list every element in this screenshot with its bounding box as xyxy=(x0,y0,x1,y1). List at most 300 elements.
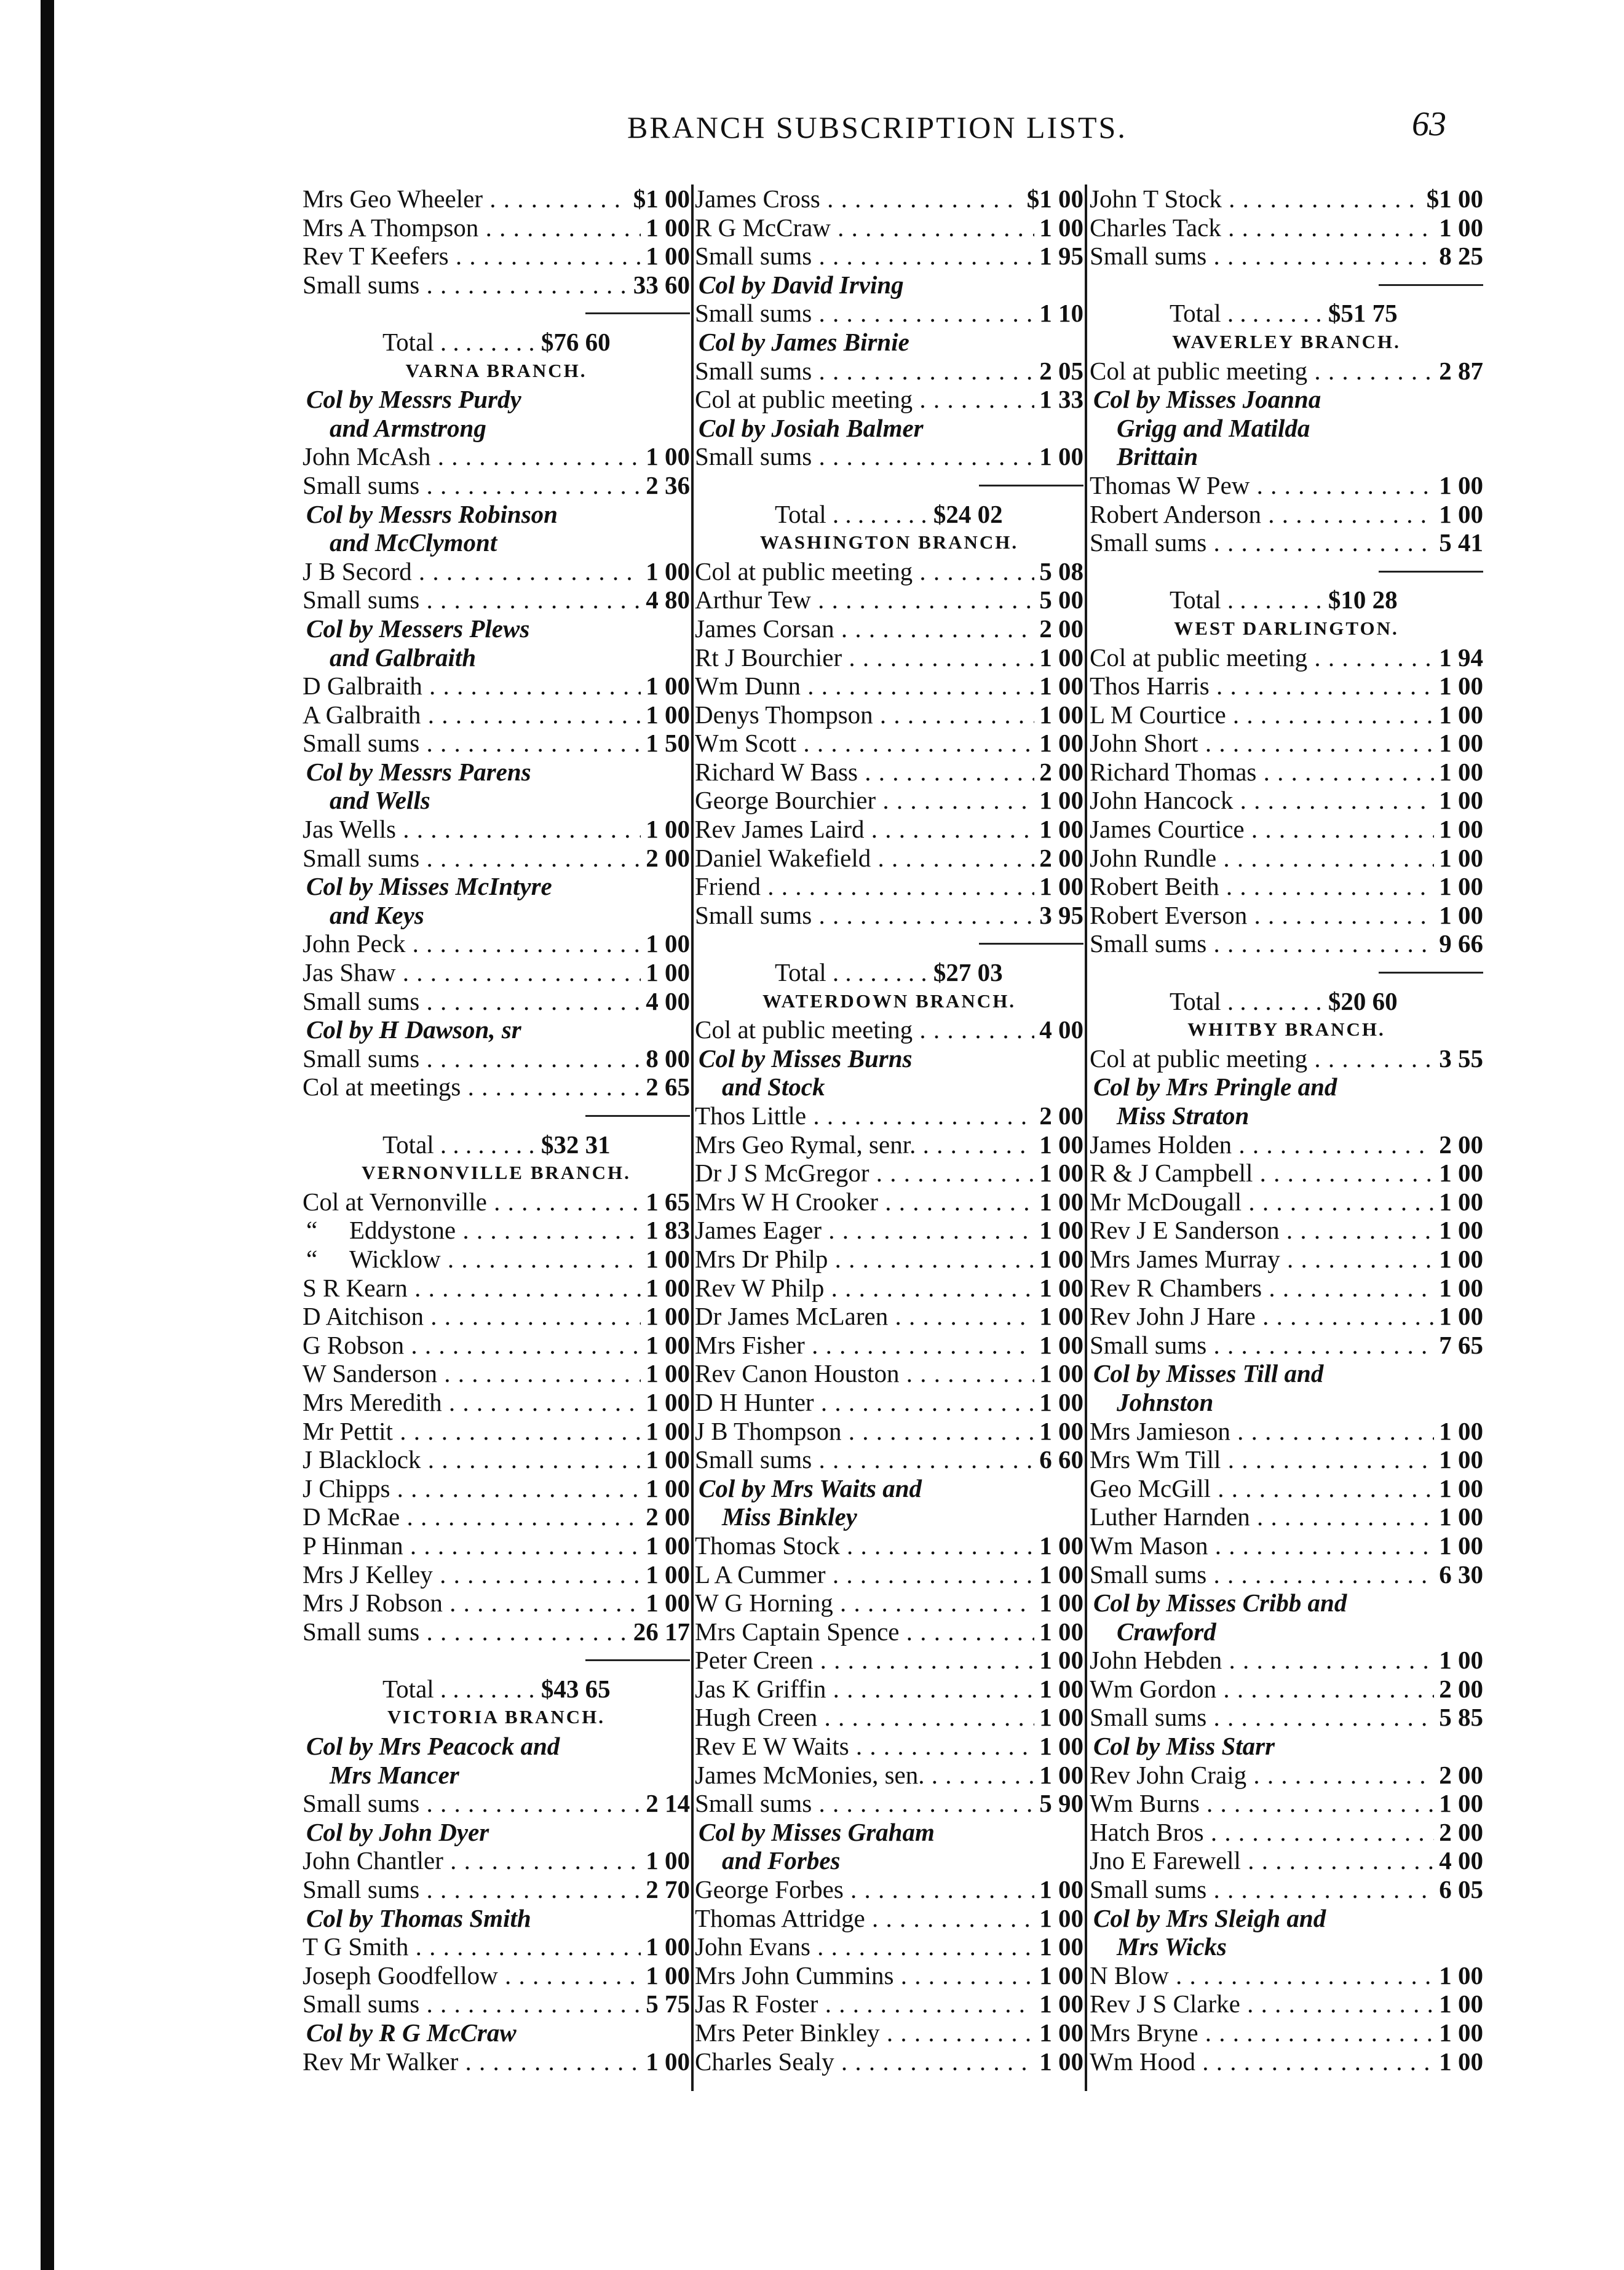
collector-note: Col by Messers Plews xyxy=(306,614,530,643)
collector-note: Miss Straton xyxy=(1117,1101,1250,1130)
subscriber-name: Wm Hood . . . xyxy=(1090,2047,1483,2076)
subscription-amount: 1 94 xyxy=(1434,643,1483,672)
subscriber-name: Col at Vernonville . . . xyxy=(303,1188,690,1216)
subscription-amount: 1 00 xyxy=(1434,500,1483,529)
total-amount: $32 31 xyxy=(541,1130,611,1159)
subscription-amount: 1 00 xyxy=(1034,1675,1083,1704)
subscription-entry xyxy=(303,1359,690,1388)
collector-note: Col by Thomas Smith xyxy=(306,1903,531,1932)
subscriber-name: P Hinman . . . xyxy=(303,1531,690,1560)
subscription-amount: 2 00 xyxy=(1034,758,1083,787)
collector-note: Col by Messrs Robinson xyxy=(306,499,558,528)
subscriber-name: Rev John Craig . . . xyxy=(1090,1761,1483,1790)
subscription-entry xyxy=(695,1761,1083,1790)
branch-total: Total . . . . . . . . $76 60 xyxy=(382,327,611,356)
subscriber-name: Col at public meeting . . . xyxy=(1090,357,1483,386)
subscriber-name: Small sums . . . xyxy=(303,729,690,758)
collector-note: Mrs Wicks xyxy=(1117,1932,1227,1961)
subscription-amount: 1 00 xyxy=(641,1331,690,1360)
subscription-entry xyxy=(695,185,1083,213)
collector-note: and Forbes xyxy=(722,1846,841,1875)
subscription-amount: 1 00 xyxy=(641,2047,690,2076)
column-divider xyxy=(691,185,694,2091)
subscription-amount: 1 00 xyxy=(1034,1531,1083,1560)
total-rule xyxy=(1090,958,1483,987)
subscription-entry xyxy=(695,585,1083,614)
subscription-amount: 1 00 xyxy=(1434,1216,1483,1245)
subscriber-name: Col at public meeting . . . xyxy=(1090,1044,1483,1073)
running-head: BRANCH SUBSCRIPTION LISTS. xyxy=(627,110,1127,145)
subscription-entry xyxy=(695,1188,1083,1216)
subscription-entry xyxy=(1090,901,1483,930)
subscriber-name: Small sums . . . xyxy=(1090,929,1483,958)
subscription-amount: 1 00 xyxy=(641,442,690,471)
subscription-entry xyxy=(1090,700,1483,729)
subscription-entry xyxy=(695,1245,1083,1274)
collector-note: Col by Misses Till and xyxy=(1093,1359,1324,1388)
subscription-amount: 1 00 xyxy=(641,1531,690,1560)
subscription-amount: 1 00 xyxy=(641,1961,690,1990)
total-amount: $10 28 xyxy=(1328,585,1398,614)
subscription-entry xyxy=(303,2047,690,2076)
subscriber-name: Small sums . . . xyxy=(303,844,690,873)
subscription-amount: 1 00 xyxy=(1434,1417,1483,1446)
subscription-amount: 2 70 xyxy=(641,1875,690,1904)
subscription-amount: 6 05 xyxy=(1434,1875,1483,1904)
collector-note: Col by Mrs Waits and xyxy=(699,1474,922,1502)
subscription-amount: 1 00 xyxy=(1434,213,1483,242)
subscription-amount: 2 14 xyxy=(641,1789,690,1818)
subscriber-name: Mrs Captain Spence . . . xyxy=(695,1617,1083,1646)
total-rule xyxy=(695,471,1083,500)
collector-note: and Stock xyxy=(722,1073,825,1101)
subscription-amount: 1 00 xyxy=(641,242,690,271)
subscription-amount: 1 00 xyxy=(641,1474,690,1503)
collector-note: and Galbraith xyxy=(330,643,477,672)
subscriber-name: Small sums . . . xyxy=(695,442,1083,471)
subscriber-name: Rev E W Waits . . . xyxy=(695,1732,1083,1761)
subscription-entry xyxy=(695,1101,1083,1130)
subscription-amount: 6 60 xyxy=(1034,1445,1083,1474)
collector-note: Col by John Dyer xyxy=(306,1817,489,1846)
subscription-amount: 5 08 xyxy=(1034,557,1083,586)
total-label: Total xyxy=(1170,585,1221,614)
subscription-entry xyxy=(695,758,1083,787)
subscriber-name: Mrs Bryne . . . xyxy=(1090,2018,1483,2047)
subscriber-name: Col at public meeting . . . xyxy=(1090,643,1483,672)
branch-total: Total . . . . . . . . $10 28 xyxy=(1170,585,1398,614)
subscription-entry xyxy=(695,643,1083,672)
subscription-entry xyxy=(1090,1044,1483,1073)
subscription-entry xyxy=(1090,844,1483,873)
collector-note: Col by Mrs Sleigh and xyxy=(1093,1903,1326,1932)
subscriber-name: Robert Everson . . . xyxy=(1090,901,1483,930)
total-label: Total xyxy=(1170,986,1221,1015)
subscriber-name: Luther Harnden . . . xyxy=(1090,1502,1483,1531)
subscriber-name: Arthur Tew . . . xyxy=(695,585,1083,614)
subscription-amount: 1 00 xyxy=(641,1589,690,1617)
collector-note: Col by Mrs Pringle and xyxy=(1093,1073,1337,1101)
subscription-column-2 xyxy=(695,185,1083,2103)
subscription-entry xyxy=(1090,1703,1483,1732)
collector-note: Col by Mrs Peacock and xyxy=(306,1732,560,1761)
subscriber-name: Jas K Griffin . . . xyxy=(695,1675,1083,1704)
subscription-entry xyxy=(303,1044,690,1073)
subscriber-name: Dr James McLaren . . . xyxy=(695,1302,1083,1331)
total-rule xyxy=(1090,271,1483,300)
subscription-entry xyxy=(695,1732,1083,1761)
subscription-entry xyxy=(695,242,1083,271)
subscription-amount: 1 00 xyxy=(1434,1502,1483,1531)
subscription-entry xyxy=(1090,1789,1483,1818)
subscription-amount: 1 00 xyxy=(1034,729,1083,758)
subscription-entry xyxy=(303,1789,690,1818)
collector-note: Col by Misses Burns xyxy=(699,1044,913,1073)
subscription-entry xyxy=(695,786,1083,815)
collector-note: and Armstrong xyxy=(330,413,486,442)
subscription-amount: 4 80 xyxy=(641,585,690,614)
subscriber-name: Jas R Foster . . . xyxy=(695,1990,1083,2018)
subscription-amount: 1 00 xyxy=(1034,1159,1083,1188)
subscription-entry xyxy=(695,815,1083,844)
subscription-entry xyxy=(695,1417,1083,1446)
branch-heading: WHITBY BRANCH. xyxy=(1187,1018,1385,1041)
subscription-amount: 7 65 xyxy=(1434,1331,1483,1360)
subscription-amount: 9 66 xyxy=(1434,929,1483,958)
subscription-amount: 1 00 xyxy=(641,1388,690,1417)
subscription-entry xyxy=(695,357,1083,386)
ditto-mark: “ xyxy=(306,1244,318,1273)
subscription-amount: 1 00 xyxy=(1034,1589,1083,1617)
collector-note: Miss Binkley xyxy=(722,1502,857,1531)
subscription-amount: 2 65 xyxy=(641,1073,690,1101)
collector-note: Col by Misses McIntyre xyxy=(306,872,552,901)
subscription-entry xyxy=(1090,1130,1483,1159)
subscription-entry xyxy=(303,1216,690,1245)
subscriber-name: Dr J S McGregor . . . xyxy=(695,1159,1083,1188)
subscription-amount: 1 00 xyxy=(641,672,690,700)
subscription-entry xyxy=(303,1502,690,1531)
subscriber-name: Mrs J Kelley . . . xyxy=(303,1560,690,1589)
subscriber-name: James Eager . . . xyxy=(695,1216,1083,1245)
subscriber-name: Small sums . . . xyxy=(695,1445,1083,1474)
subscription-amount: 1 00 xyxy=(1434,471,1483,500)
subscription-amount: 1 00 xyxy=(1034,213,1083,242)
subscription-entry xyxy=(303,213,690,242)
subscriber-name: Rev Mr Walker . . . xyxy=(303,2047,690,2076)
subscriber-name: Robert Beith . . . xyxy=(1090,872,1483,901)
subscription-amount: 1 00 xyxy=(1034,1875,1083,1904)
subscription-amount: 1 00 xyxy=(641,557,690,586)
branch-total: Total . . . . . . . . $20 60 xyxy=(1170,986,1398,1015)
subscription-amount: 1 00 xyxy=(1034,643,1083,672)
subscription-entry xyxy=(695,729,1083,758)
subscriber-name: James Corsan . . . xyxy=(695,614,1083,643)
subscription-amount: 8 25 xyxy=(1434,242,1483,271)
subscriber-name: Small sums . . . xyxy=(1090,528,1483,557)
subscription-entry xyxy=(695,1302,1083,1331)
subscriber-name: Jas Wells . . . xyxy=(303,815,690,844)
collector-note: Col by David Irving xyxy=(699,270,904,299)
branch-heading: VICTORIA BRANCH. xyxy=(387,1706,606,1728)
subscription-amount: 1 00 xyxy=(641,1846,690,1875)
collector-note: Grigg and Matilda xyxy=(1117,413,1310,442)
subscription-amount: 5 41 xyxy=(1434,528,1483,557)
subscription-amount: 2 00 xyxy=(1434,1818,1483,1847)
subscription-entry xyxy=(695,1216,1083,1245)
subscriber-name: George Bourchier . . . xyxy=(695,786,1083,815)
collector-note: Col by Misses Joanna xyxy=(1093,385,1321,414)
subscription-entry xyxy=(695,1589,1083,1617)
subscriber-name: J B Thompson . . . xyxy=(695,1417,1083,1446)
branch-total: Total . . . . . . . . $43 65 xyxy=(382,1674,611,1703)
subscription-entry xyxy=(1090,1159,1483,1188)
subscription-amount: 1 00 xyxy=(1434,872,1483,901)
subscription-entry xyxy=(1090,1417,1483,1446)
subscription-amount: 1 65 xyxy=(641,1188,690,1216)
subscriber-name: Mrs John Cummins . . . xyxy=(695,1961,1083,1990)
subscription-entry xyxy=(1090,1761,1483,1790)
subscription-amount: 1 00 xyxy=(1034,1617,1083,1646)
subscription-entry xyxy=(1090,1990,1483,2018)
page-number: 63 xyxy=(1412,105,1446,143)
subscriber-name: John Peck . . . xyxy=(303,929,690,958)
collector-note: and McClymont xyxy=(330,528,497,557)
subscriber-name: Mrs Dr Philp . . . xyxy=(695,1245,1083,1274)
subscription-entry xyxy=(1090,471,1483,500)
subscriber-name: Mrs Wm Till . . . xyxy=(1090,1445,1483,1474)
subscription-amount: 1 00 xyxy=(1034,1560,1083,1589)
subscription-entry xyxy=(303,729,690,758)
subscription-amount: 1 00 xyxy=(1434,700,1483,729)
subscription-entry xyxy=(695,442,1083,471)
subscriber-name: Wm Scott . . . xyxy=(695,729,1083,758)
branch-total: Total . . . . . . . . $32 31 xyxy=(382,1130,611,1159)
subscriber-name: John McAsh . . . xyxy=(303,442,690,471)
total-label: Total xyxy=(775,958,826,987)
subscription-entry xyxy=(1090,213,1483,242)
total-label: Total xyxy=(1170,299,1221,328)
subscriber-name: Rev R Chambers . . . xyxy=(1090,1274,1483,1303)
subscriber-name: Mrs Geo Wheeler . . . xyxy=(303,185,690,213)
collector-note: Col by R G McCraw xyxy=(306,2018,517,2047)
subscription-entry xyxy=(1090,872,1483,901)
subscription-amount: 1 00 xyxy=(1434,1961,1483,1990)
subscriber-name: Charles Sealy . . . xyxy=(695,2047,1083,2076)
subscription-amount: 1 00 xyxy=(641,700,690,729)
subscription-amount: $1 00 xyxy=(628,185,690,213)
subscriber-name: L M Courtice . . . xyxy=(1090,700,1483,729)
subscriber-name: Small sums . . . xyxy=(303,471,690,500)
subscriber-name: Rev J S Clarke . . . xyxy=(1090,1990,1483,2018)
subscription-entry xyxy=(303,987,690,1016)
branch-total: Total . . . . . . . . $51 75 xyxy=(1170,299,1398,328)
subscriber-name: Jas Shaw . . . xyxy=(303,958,690,987)
ditto-place: Eddystone xyxy=(349,1216,456,1245)
subscriber-name: R G McCraw . . . xyxy=(695,213,1083,242)
subscription-amount: 2 36 xyxy=(641,471,690,500)
total-label: Total xyxy=(382,327,434,356)
subscription-amount: 1 00 xyxy=(1434,1159,1483,1188)
subscription-amount: 1 00 xyxy=(1434,1245,1483,1274)
collector-note: Col by H Dawson, sr xyxy=(306,1015,521,1044)
branch-total: Total . . . . . . . . $24 02 xyxy=(775,499,1003,528)
subscriber-name: John Evans . . . xyxy=(695,1932,1083,1961)
subscriber-name: Rev T Keefers . . . xyxy=(303,242,690,271)
subscriber-name: Small sums . . . xyxy=(1090,1560,1483,1589)
total-rule xyxy=(303,1101,690,1130)
subscription-amount: 33 60 xyxy=(628,271,690,300)
subscription-amount: 1 00 xyxy=(1034,442,1083,471)
subscription-amount: 1 00 xyxy=(641,1274,690,1303)
subscriber-name: Small sums . . . xyxy=(303,987,690,1016)
subscriber-name: Mr Pettit . . . xyxy=(303,1417,690,1446)
total-amount: $43 65 xyxy=(541,1674,611,1703)
subscriber-name: Rev Canon Houston . . . xyxy=(695,1359,1083,1388)
subscriber-name: Richard Thomas . . . xyxy=(1090,758,1483,787)
total-rule xyxy=(303,1646,690,1675)
subscriber-name: Small sums . . . xyxy=(303,1789,690,1818)
subscription-amount: 1 00 xyxy=(1434,672,1483,700)
subscription-amount: 1 00 xyxy=(1034,672,1083,700)
subscription-entry xyxy=(303,1990,690,2018)
subscription-entry xyxy=(1090,643,1483,672)
subscription-amount: 1 00 xyxy=(1034,1302,1083,1331)
subscriber-name: Daniel Wakefield . . . xyxy=(695,844,1083,873)
collector-note: Col by Messrs Parens xyxy=(306,757,531,786)
subscription-entry xyxy=(1090,2018,1483,2047)
subscriber-name: Rev W Philp . . . xyxy=(695,1274,1083,1303)
subscription-amount: 1 00 xyxy=(1034,1646,1083,1675)
subscription-entry xyxy=(695,1904,1083,1933)
subscription-entry xyxy=(303,271,690,300)
subscription-entry xyxy=(303,1474,690,1503)
subscriber-name: W G Horning . . . xyxy=(695,1589,1083,1617)
subscriber-name: Small sums . . . xyxy=(1090,1875,1483,1904)
subscription-amount: 8 00 xyxy=(641,1044,690,1073)
subscription-amount: 5 75 xyxy=(641,1990,690,2018)
subscription-amount: 1 00 xyxy=(641,1560,690,1589)
subscriber-name: D Aitchison . . . xyxy=(303,1302,690,1331)
subscription-amount: 1 00 xyxy=(641,1445,690,1474)
subscription-entry xyxy=(1090,242,1483,271)
subscription-entry xyxy=(1090,929,1483,958)
subscription-amount: 1 00 xyxy=(1034,1417,1083,1446)
subscriber-name: Thomas W Pew . . . xyxy=(1090,471,1483,500)
subscription-entry xyxy=(303,1560,690,1589)
subscription-amount: 1 00 xyxy=(1434,1990,1483,2018)
subscription-amount: 1 00 xyxy=(641,1359,690,1388)
subscription-entry xyxy=(1090,185,1483,213)
subscriber-name: Rev John J Hare . . . xyxy=(1090,1302,1483,1331)
subscriber-name: Col at public meeting . . . xyxy=(695,385,1083,414)
subscription-entry xyxy=(1090,1818,1483,1847)
subscriber-name: Mrs W H Crooker . . . xyxy=(695,1188,1083,1216)
subscription-amount: 1 00 xyxy=(1034,700,1083,729)
subscription-entry xyxy=(1090,758,1483,787)
subscription-entry xyxy=(303,1445,690,1474)
subscription-entry xyxy=(695,1703,1083,1732)
subscription-entry xyxy=(695,1359,1083,1388)
subscriber-name: N Blow . . . xyxy=(1090,1961,1483,1990)
subscriber-name: Small sums . . . xyxy=(303,1044,690,1073)
subscription-entry xyxy=(695,1130,1083,1159)
subscription-amount: 1 95 xyxy=(1034,242,1083,271)
subscription-entry xyxy=(303,1274,690,1303)
subscriber-name: Small sums . . . xyxy=(695,357,1083,386)
subscriber-name: Mrs James Murray . . . xyxy=(1090,1245,1483,1274)
subscription-entry xyxy=(695,700,1083,729)
branch-heading: WATERDOWN BRANCH. xyxy=(762,990,1016,1012)
subscription-amount: 1 00 xyxy=(1034,1703,1083,1732)
subscription-entry xyxy=(695,1331,1083,1360)
subscription-entry xyxy=(1090,1274,1483,1303)
subscription-entry xyxy=(1090,1502,1483,1531)
subscription-column-1 xyxy=(303,185,690,2103)
subscription-entry xyxy=(303,1331,690,1360)
subscription-amount: 1 00 xyxy=(1434,815,1483,844)
subscription-entry xyxy=(303,1617,690,1646)
subscription-amount: 2 00 xyxy=(1434,1130,1483,1159)
subscription-amount: 1 00 xyxy=(641,1245,690,1274)
subscription-entry xyxy=(695,1789,1083,1818)
subscriber-name: James Holden . . . xyxy=(1090,1130,1483,1159)
subscription-entry xyxy=(303,471,690,500)
subscription-amount: 1 00 xyxy=(1034,1761,1083,1790)
subscription-amount: 1 00 xyxy=(1434,1789,1483,1818)
subscriber-name: Mrs Meredith . . . xyxy=(303,1388,690,1417)
subscription-amount: 5 90 xyxy=(1034,1789,1083,1818)
subscription-entry xyxy=(1090,1302,1483,1331)
subscription-amount: 1 00 xyxy=(1434,786,1483,815)
subscription-amount: 1 00 xyxy=(1034,1188,1083,1216)
subscription-entry xyxy=(1090,1646,1483,1675)
subscription-amount: 1 00 xyxy=(1434,901,1483,930)
subscription-entry xyxy=(303,700,690,729)
subscription-amount: 2 00 xyxy=(1434,1761,1483,1790)
subscriber-name: Mr McDougall . . . xyxy=(1090,1188,1483,1216)
subscription-amount: 1 00 xyxy=(1434,1188,1483,1216)
subscription-entry xyxy=(303,1846,690,1875)
total-amount: $51 75 xyxy=(1328,299,1398,328)
subscriber-name: Thos Little . . . xyxy=(695,1101,1083,1130)
subscription-entry xyxy=(1090,357,1483,386)
subscription-amount: 1 00 xyxy=(1434,1531,1483,1560)
subscription-entry xyxy=(695,1875,1083,1904)
total-label: Total xyxy=(382,1130,434,1159)
subscriber-name: J B Secord . . . xyxy=(303,557,690,586)
subscription-amount: 4 00 xyxy=(1034,1015,1083,1044)
subscription-amount: 4 00 xyxy=(1434,1846,1483,1875)
subscription-entry xyxy=(1090,729,1483,758)
subscription-entry xyxy=(695,1388,1083,1417)
collector-note: Johnston xyxy=(1117,1387,1214,1416)
subscription-amount: 3 55 xyxy=(1434,1044,1483,1073)
subscriber-name: Col at public meeting . . . xyxy=(695,557,1083,586)
subscription-amount: 1 00 xyxy=(1034,1990,1083,2018)
subscription-entry xyxy=(695,1675,1083,1704)
collector-note: Brittain xyxy=(1117,442,1198,471)
total-rule xyxy=(303,299,690,328)
ditto-mark: “ xyxy=(306,1216,318,1245)
subscription-amount: 1 00 xyxy=(1434,1302,1483,1331)
subscriber-name: Wm Dunn . . . xyxy=(695,672,1083,700)
subscription-amount: 1 00 xyxy=(1434,844,1483,873)
subscription-entry xyxy=(695,2018,1083,2047)
total-label: Total xyxy=(382,1674,434,1703)
branch-heading: VARNA BRANCH. xyxy=(405,359,587,381)
subscription-amount: 1 83 xyxy=(641,1216,690,1245)
